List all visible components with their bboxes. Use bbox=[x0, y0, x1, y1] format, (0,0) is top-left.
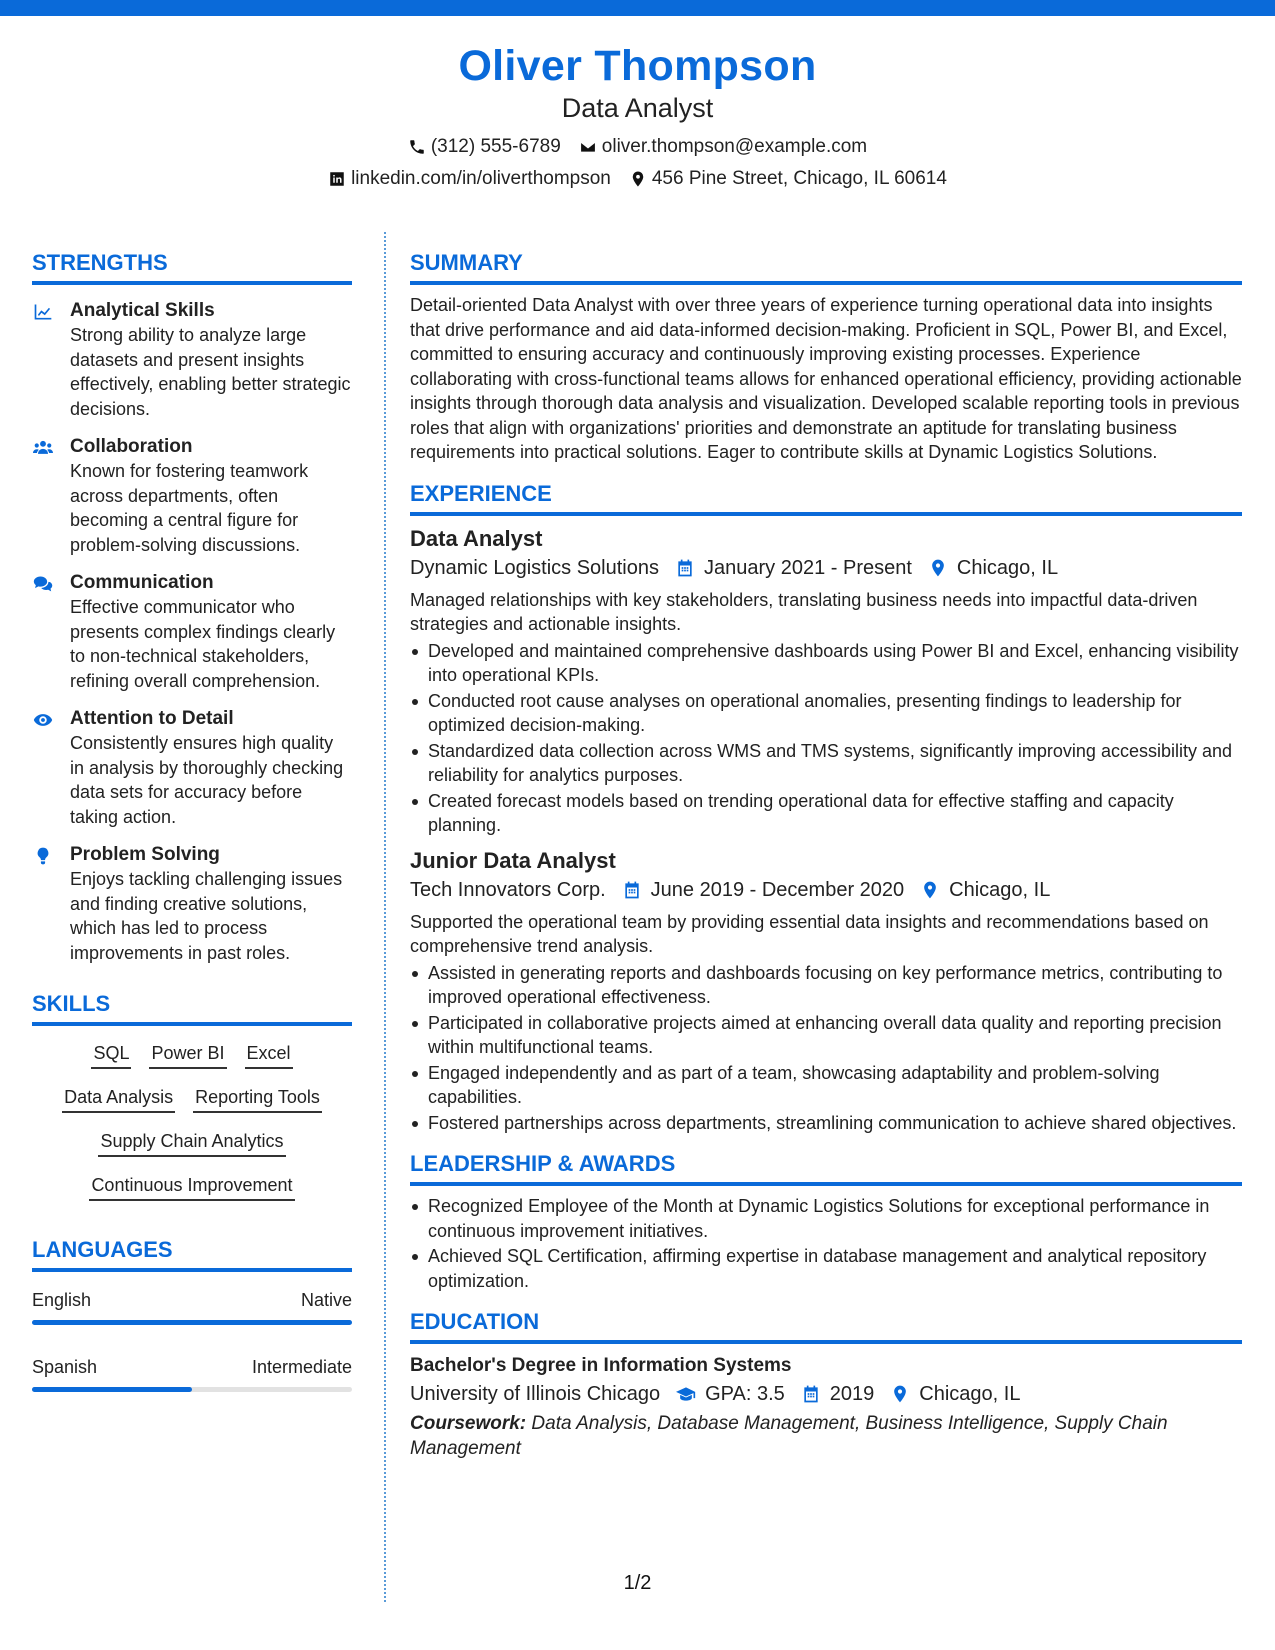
list-item: Standardized data collection across WMS and TMS systems, significantly improving accessibility and reliability for analytics purposes. bbox=[410, 739, 1242, 788]
strengths-heading: STRENGTHS bbox=[32, 248, 352, 285]
language-proficiency-bar bbox=[32, 1320, 352, 1325]
skill-row bbox=[32, 1040, 352, 1069]
strength-title: Communication bbox=[70, 572, 214, 593]
strength-item bbox=[32, 299, 352, 421]
strength-title: Problem Solving bbox=[70, 844, 220, 865]
list-item: Developed and maintained comprehensive dashboards using Power BI and Excel, enhancing visibility into operational KPIs. bbox=[410, 639, 1242, 688]
leadership-heading: LEADERSHIP & AWARDS bbox=[410, 1149, 1242, 1186]
left-column bbox=[32, 248, 352, 1422]
strength-title: Analytical Skills bbox=[70, 300, 215, 321]
list-item: Achieved SQL Certification, affirming expertise in database management and analytical repository optimization. bbox=[410, 1244, 1242, 1293]
skill-tag: Continuous Improvement bbox=[89, 1172, 294, 1201]
job-location bbox=[920, 876, 1050, 904]
language-level: Intermediate bbox=[251, 1357, 352, 1377]
languages-heading: LANGUAGES bbox=[32, 1235, 352, 1272]
job-dates bbox=[622, 876, 905, 904]
job-location bbox=[928, 554, 1058, 582]
skill-row bbox=[32, 1172, 352, 1201]
chart-line-icon bbox=[32, 302, 54, 322]
strength-desc: Consistently ensures high quality in analysis by thoroughly checking data sets for accuracy before taking action. bbox=[70, 733, 344, 827]
linkedin-icon bbox=[328, 170, 346, 188]
languages-section bbox=[32, 1235, 352, 1392]
experience-section bbox=[410, 479, 1242, 1136]
column-divider bbox=[384, 232, 386, 1602]
linkedin-contact[interactable] bbox=[328, 166, 611, 192]
job-company: Tech Innovators Corp. bbox=[410, 878, 606, 901]
list-item: Conducted root cause analyses on operational anomalies, presenting findings to leadership for optimized decision-making. bbox=[410, 689, 1242, 738]
education-meta bbox=[410, 1380, 1242, 1408]
job-entry bbox=[410, 524, 1242, 838]
strength-desc: Enjoys tackling challenging issues and finding creative solutions, which has led to process improvements in past roles. bbox=[70, 869, 343, 963]
job-entry bbox=[410, 846, 1242, 1136]
eye-icon bbox=[32, 710, 54, 730]
calendar-icon bbox=[801, 1384, 821, 1404]
language-proficiency-bar bbox=[32, 1387, 352, 1392]
skill-tag: Reporting Tools bbox=[193, 1084, 322, 1113]
skills-section bbox=[32, 989, 352, 1201]
language-level: Native bbox=[300, 1290, 352, 1310]
skill-tag: SQL bbox=[91, 1040, 131, 1069]
coursework-label: Coursework: bbox=[410, 1413, 527, 1434]
summary-heading: SUMMARY bbox=[410, 248, 1242, 285]
job-desc: Supported the operational team by providing essential data insights and recommendations based on comprehensive trend analysis. bbox=[410, 911, 1209, 956]
linkedin-text[interactable]: linkedin.com/in/oliverthompson bbox=[351, 168, 611, 189]
right-column bbox=[410, 248, 1242, 1461]
coursework-text: Data Analysis, Database Management, Business Intelligence, Supply Chain Management bbox=[410, 1413, 1168, 1459]
experience-heading: EXPERIENCE bbox=[410, 479, 1242, 516]
strength-desc: Strong ability to analyze large datasets and present insights effectively, enabling better strategic decisions. bbox=[70, 325, 351, 419]
education-location bbox=[890, 1380, 1020, 1408]
language-proficiency-fill bbox=[32, 1387, 192, 1392]
leadership-section bbox=[410, 1149, 1242, 1293]
list-item: Assisted in generating reports and dashboards focusing on key performance metrics, contributing to improved operational effectiveness. bbox=[410, 961, 1242, 1010]
job-location-text: Chicago, IL bbox=[949, 878, 1051, 901]
job-title: Data Analyst bbox=[410, 525, 543, 551]
lightbulb-icon bbox=[32, 846, 54, 866]
calendar-icon bbox=[622, 880, 642, 900]
education-location-text: Chicago, IL bbox=[919, 1383, 1021, 1405]
education-gpa bbox=[676, 1380, 785, 1408]
year-text: 2019 bbox=[829, 1383, 875, 1405]
job-desc: Managed relationships with key stakeholders, translating business needs into impactful data-driven strategies and actionable insights. bbox=[410, 589, 1198, 634]
list-item: Participated in collaborative projects aimed at enhancing overall data quality and reporting precision within multifunctional teams. bbox=[410, 1011, 1242, 1060]
job-bullets bbox=[410, 639, 1242, 838]
phone-text: (312) 555-6789 bbox=[430, 136, 561, 157]
list-item: Recognized Employee of the Month at Dynamic Logistics Solutions for exceptional performance in continuous improvement initiatives. bbox=[410, 1194, 1242, 1243]
graduation-cap-icon bbox=[676, 1384, 696, 1404]
language-name: Spanish bbox=[32, 1357, 98, 1377]
email-text[interactable]: oliver.thompson@example.com bbox=[601, 136, 868, 157]
resume-header bbox=[0, 40, 1275, 192]
coursework bbox=[410, 1412, 1242, 1461]
skill-row bbox=[32, 1128, 352, 1157]
address-text: 456 Pine Street, Chicago, IL 60614 bbox=[651, 168, 947, 189]
strength-item bbox=[32, 707, 352, 829]
skill-tag: Data Analysis bbox=[62, 1084, 175, 1113]
top-accent-bar bbox=[0, 0, 1275, 16]
map-marker-icon bbox=[928, 558, 948, 578]
job-company: Dynamic Logistics Solutions bbox=[410, 556, 659, 579]
phone-icon bbox=[408, 138, 426, 156]
strength-desc: Effective communicator who presents complex findings clearly to non-technical stakeholders, refining overall comprehension. bbox=[70, 597, 336, 691]
education-heading: EDUCATION bbox=[410, 1307, 1242, 1344]
skills-list bbox=[32, 1040, 352, 1201]
contact-row-1 bbox=[0, 134, 1275, 160]
map-marker-icon bbox=[629, 170, 647, 188]
degree-title: Bachelor's Degree in Information Systems bbox=[410, 1355, 792, 1376]
gpa-text: GPA: 3.5 bbox=[705, 1383, 785, 1405]
map-marker-icon bbox=[920, 880, 940, 900]
education-year bbox=[801, 1380, 875, 1408]
skill-tag: Excel bbox=[245, 1040, 293, 1069]
envelope-icon bbox=[579, 138, 597, 156]
contact-row-2 bbox=[0, 166, 1275, 192]
strength-item bbox=[32, 843, 352, 965]
school-name: University of Illinois Chicago bbox=[410, 1383, 661, 1405]
list-item: Created forecast models based on trending operational data for effective staffing and capacity planning. bbox=[410, 789, 1242, 838]
job-dates bbox=[675, 554, 912, 582]
leadership-bullets bbox=[410, 1194, 1242, 1293]
language-item bbox=[32, 1355, 352, 1392]
skill-tag: Supply Chain Analytics bbox=[98, 1128, 285, 1157]
strength-desc: Known for fostering teamwork across departments, often becoming a central figure for problem-solving discussions. bbox=[70, 461, 309, 555]
list-item: Fostered partnerships across departments, streamlining communication to achieve shared objectives. bbox=[410, 1111, 1242, 1136]
education-section bbox=[410, 1307, 1242, 1461]
language-name: English bbox=[32, 1290, 92, 1310]
page-number: 1/2 bbox=[623, 1572, 652, 1594]
skill-row bbox=[32, 1084, 352, 1113]
job-dates-text: January 2021 - Present bbox=[704, 556, 912, 579]
strength-item bbox=[32, 571, 352, 693]
candidate-name: Oliver Thompson bbox=[458, 42, 817, 90]
candidate-role: Data Analyst bbox=[561, 93, 714, 123]
job-meta bbox=[410, 876, 1242, 904]
job-bullets bbox=[410, 961, 1242, 1136]
email-contact[interactable] bbox=[579, 134, 867, 160]
summary-text: Detail-oriented Data Analyst with over three years of experience turning operational data into insights that drive performance and aid data-informed decision-making. Proficient in SQL, Power BI, and Excel, committed to ensuring accuracy and continuously improving existing processes. Experience collaborating with cross-functional teams allows for enhanced operational efficiency, providing actionable insights through thorough data analysis and visualization. Developed scalable reporting tools in previous roles that align with organizations' priorities and demonstrate an aptitude for translating business requirements into practical solutions. Eager to contribute skills at Dynamic Logistics Solutions. bbox=[410, 295, 1242, 462]
language-proficiency-fill bbox=[32, 1320, 352, 1325]
job-dates-text: June 2019 - December 2020 bbox=[650, 878, 905, 901]
job-meta bbox=[410, 554, 1242, 582]
skill-tag: Power BI bbox=[149, 1040, 226, 1069]
users-icon bbox=[32, 438, 54, 458]
job-title: Junior Data Analyst bbox=[410, 847, 616, 873]
phone-contact bbox=[408, 134, 561, 160]
strength-item bbox=[32, 435, 352, 557]
strength-title: Attention to Detail bbox=[70, 708, 234, 729]
language-item bbox=[32, 1288, 352, 1325]
map-marker-icon bbox=[890, 1384, 910, 1404]
job-location-text: Chicago, IL bbox=[956, 556, 1059, 579]
address-contact bbox=[629, 166, 947, 192]
skills-heading: SKILLS bbox=[32, 989, 352, 1026]
strength-title: Collaboration bbox=[70, 436, 193, 457]
calendar-icon bbox=[675, 558, 695, 578]
list-item: Engaged independently and as part of a team, showcasing adaptability and problem-solving capabilities. bbox=[410, 1061, 1242, 1110]
comments-icon bbox=[32, 574, 54, 594]
